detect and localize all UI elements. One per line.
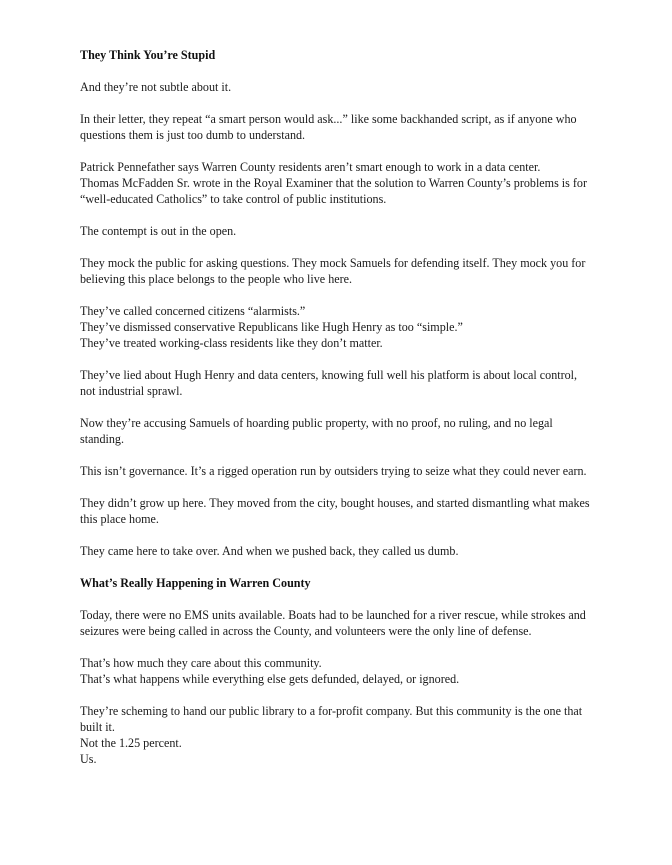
text-line: Now they’re accusing Samuels of hoarding public property, with no proof, no ruling, and no legal xyxy=(80,416,553,430)
text-line: They didn’t grow up here. They moved from the city, bought houses, and started dismantling what makes xyxy=(80,496,590,510)
paragraph-2 xyxy=(80,111,612,143)
text-line: believing this place belongs to the people who live here. xyxy=(80,272,353,286)
text-line: That’s what happens while everything else gets defunded, delayed, or ignored. xyxy=(80,672,460,686)
text-line: They’ve called concerned citizens “alarmists.” xyxy=(80,304,306,318)
paragraph-6 xyxy=(80,303,612,351)
text-line: And they’re not subtle about it. xyxy=(80,80,232,94)
text-line: They mock the public for asking questions. They mock Samuels for defending itself. They mock you for xyxy=(80,256,586,270)
text-line: That’s how much they care about this community. xyxy=(80,656,322,670)
text-line: In their letter, they repeat “a smart person would ask...” like some backhanded script, as if anyone who xyxy=(80,112,577,126)
paragraph-7 xyxy=(80,367,612,399)
section-heading-they-think-youre-stupid: They Think You’re Stupid xyxy=(80,48,216,62)
paragraph-13 xyxy=(80,655,612,687)
text-line: Patrick Pennefather says Warren County residents aren’t smart enough to work in a data center. xyxy=(80,160,541,174)
paragraph-9 xyxy=(80,463,612,479)
text-line: They came here to take over. And when we pushed back, they called us dumb. xyxy=(80,544,459,558)
text-line: Us. xyxy=(80,752,97,766)
paragraph-14 xyxy=(80,703,612,767)
text-line: built it. xyxy=(80,720,115,734)
paragraph-4 xyxy=(80,223,612,239)
paragraph-11 xyxy=(80,543,612,559)
text-line: They’re scheming to hand our public library to a for-profit company. But this community is the one that xyxy=(80,704,583,718)
text-line: not industrial sprawl. xyxy=(80,384,183,398)
text-line: seizures were being called in across the County, and volunteers were the only line of defense. xyxy=(80,624,532,638)
paragraph-1 xyxy=(80,79,612,95)
text-line: Today, there were no EMS units available. Boats had to be launched for a river rescue, while strokes and xyxy=(80,608,586,622)
text-line: They’ve dismissed conservative Republicans like Hugh Henry as too “simple.” xyxy=(80,320,463,334)
section-heading-whats-really-happening: What’s Really Happening in Warren County xyxy=(80,576,311,590)
text-line: questions them is just too dumb to understand. xyxy=(80,128,306,142)
text-line: standing. xyxy=(80,432,125,446)
text-line: this place home. xyxy=(80,512,159,526)
text-line: Not the 1.25 percent. xyxy=(80,736,182,750)
text-line: The contempt is out in the open. xyxy=(80,224,237,238)
paragraph-8 xyxy=(80,415,612,447)
paragraph-3 xyxy=(80,159,612,207)
text-line: They’ve lied about Hugh Henry and data centers, knowing full well his platform is about local control, xyxy=(80,368,578,382)
paragraph-5 xyxy=(80,255,612,287)
text-line: Thomas McFadden Sr. wrote in the Royal Examiner that the solution to Warren County’s problems is for xyxy=(80,176,587,190)
paragraph-10 xyxy=(80,495,612,527)
text-line: This isn’t governance. It’s a rigged operation run by outsiders trying to seize what they could never earn. xyxy=(80,464,587,478)
text-line: “well-educated Catholics” to take control of public institutions. xyxy=(80,192,387,206)
text-line: They’ve treated working-class residents like they don’t matter. xyxy=(80,336,383,350)
paragraph-12 xyxy=(80,607,612,639)
